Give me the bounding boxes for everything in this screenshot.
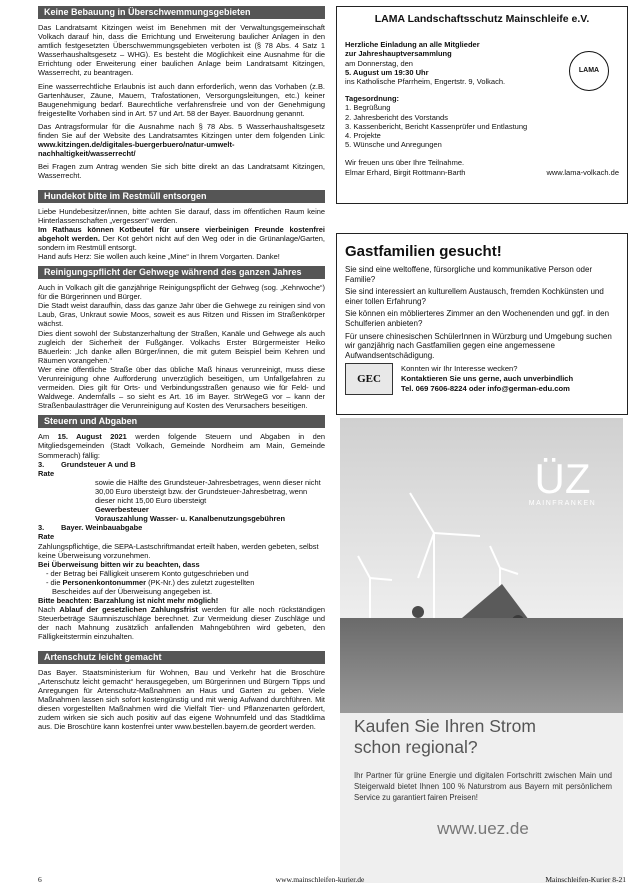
field-background	[340, 618, 623, 713]
text: Ablauf der gesetzlichen Zahlungsfrist	[59, 605, 198, 615]
rate-item: Bayer. Weinbauabgabe	[61, 523, 143, 533]
paragraph	[38, 207, 325, 262]
paragraph	[38, 432, 325, 459]
text: zur Jahreshauptversammlung	[345, 49, 452, 59]
rate-number: 3. Rate	[38, 459, 55, 478]
list-item	[38, 578, 325, 587]
rate-row	[38, 523, 325, 541]
text: Auch in Volkach gilt die ganzjährige Reinigungspflicht der Gehweg (sog. „Kehrwoche“) für die Bürgerinnen und Bürger.	[38, 283, 325, 302]
gastfamilien-ad	[336, 233, 628, 415]
text: Kaufen Sie Ihren Strom	[354, 716, 536, 736]
uez-logo	[525, 455, 600, 507]
uez-ad	[340, 418, 623, 883]
text: am Donnerstag, den	[345, 58, 413, 68]
section-heading: Reinigungspflicht der Gehwege während des ganzen Jahres	[38, 266, 325, 279]
uez-subtitle: MAINFRANKEN	[528, 500, 597, 507]
closing: Wir freuen uns über Ihre Teilnahme.	[345, 158, 465, 168]
text: Personenkontonummer	[62, 577, 147, 587]
ad-headline	[354, 716, 612, 758]
logo-text: LAMA	[578, 67, 600, 75]
agenda-item: 3. Kassenbericht, Bericht Kassenprüfer und Entlastung	[345, 121, 528, 131]
agenda-item: 5. Wünsche und Anregungen	[345, 140, 442, 150]
gec-logo-icon	[345, 363, 393, 395]
text: werden für alle noch rückständigen Steuerbeträge Säumniszuschläge berechnet. Zur Vermeidung dieser Zuschläge und der nach Mahnung zusätzlich anfallenden Mahngebühren wird gebeten, den Fälligkeitstermin einzuhalten.	[38, 605, 325, 642]
ad-text	[354, 716, 612, 839]
rate-item: Grundsteuer A und B	[61, 459, 136, 469]
paragraph: Eine wasserrechtliche Erlaubnis ist auch dann erforderlich, wenn das Vorhaben (z.B. Gartenhäuser, Zäune, Mauern, Trafostationen, Versorgungsleitungen, etc.) keiner Baugenehmigung bedarf. Baurechtliche verfahrensfreie und von der Genehmigung freigestellte Vorhaben sind in Art. 57 und Art. 58 der Bayer. Bauordnung genannt.	[38, 81, 325, 118]
rate-row	[38, 460, 325, 478]
footer-issue: Mainschleifen-Kurier 8-21	[545, 875, 626, 884]
contact-block	[345, 363, 619, 395]
website-link[interactable]: www.uez.de	[437, 819, 529, 838]
date: 15. August 2021	[57, 432, 127, 442]
text: Im Rathaus können Kotbeutel für unsere vierbeinigen Freunde kostenfrei abgeholt werden.	[38, 224, 325, 243]
rate-item: Vorauszahlung Wasser- u. Kanalbenutzungsgebühren	[95, 514, 286, 524]
text: Liebe Hundebesitzer/innen, bitte achten Sie darauf, dass im öffentlichen Raum keine Hinterlassenschaften „vergessen“ werden.	[38, 206, 325, 225]
contact-text	[401, 364, 573, 394]
rate-description: sowie die Hälfte des Grundsteuer-Jahresbetrages, wenn dieser nicht 30,00 Euro übersteigt bzw. der Grundsteuer-Jahresbetrag, wenn dieser nicht 15,00 Euro übersteigt	[95, 477, 321, 506]
notice: Bitte beachten: Barzahlung ist nicht mehr möglich!	[38, 596, 219, 606]
section-heading: Hundekot bitte im Restmüll entsorgen	[38, 190, 325, 203]
signature-line	[345, 168, 619, 177]
text: Herzliche Einladung an alle Mitglieder	[345, 40, 480, 50]
lama-logo-icon	[569, 51, 609, 91]
paragraph: Zahlungspflichtige, die SEPA-Lastschriftmandat erteilt haben, werden gebeten, selbst keine Überweisung vorzunehmen.	[38, 541, 319, 560]
agenda-item: 2. Jahresbericht des Vorstands	[345, 112, 448, 122]
right-column	[336, 6, 628, 838]
paragraph	[38, 122, 325, 158]
text: - die	[46, 577, 63, 587]
rate-item: Gewerbesteuer	[95, 505, 149, 515]
text: Am	[38, 432, 58, 442]
text: Der Kot gehört nicht auf den Weg oder in die Grünanlage/Garten, sondern im Restmüll entsorgt.	[38, 233, 325, 252]
paragraph: Für unsere chinesischen SchülerInnen in Würzburg und Umgebung suchen wir ganzjährig nach Gastfamilien gegen eine angemessene Aufwandsentschädigung.	[345, 331, 612, 360]
list-item: Bescheides auf der Überweisung angegeben ist.	[52, 586, 213, 596]
location: ins Katholische Pfarrheim, Engertstr. 9, Volkach.	[345, 77, 506, 87]
paragraph: Das Bayer. Staatsministerium für Wohnen, Bau und Verkehr hat die Broschüre „Artenschutz leicht gemacht“ herausgegeben, um Bürgerinnen und Bürgern Tipps und Anregungen für Artenschutz-Maßnahmen an Haus und Garten zu geben. Viele Maßnahmen lassen sich sofort kostengünstig und mit wenig Aufwand durchführen. Mit diesen vorgestellten Maßnahmen wird die Vielfalt Tier- und Pflanzenarten gefördert, zudem wirken sie sich auch positiv auf das eigene Wohnumfeld und das Stadtklima aus. Die Broschüre kann kostenfrei unter www.bestellen.bayern.de geordert werden.	[38, 667, 325, 732]
text: Dies dient sowohl der Substanzerhaltung der Straßen, Kanäle und Gehwege als auch zugleich der Sicherheit der Fußgänger. Volkachs Erster Bürgermeister Heiko Bäuerlein: „Ich danke allen Bürger/innen, die mit gutem Beispiel beim Kehren und Räumen vorangehen.“	[38, 328, 325, 365]
website-link[interactable]: www.lama-volkach.de	[546, 167, 619, 177]
logo-text: GEC	[357, 372, 381, 385]
paragraph: Bei Überweisung bitten wir zu beachten, dass	[38, 559, 200, 569]
section-heading: Artenschutz leicht gemacht	[38, 651, 325, 664]
agenda-item: 4. Projekte	[345, 131, 381, 141]
rate-number: 3. Rate	[38, 523, 55, 542]
lama-ad	[336, 6, 628, 204]
text: werden folgende Steuern und Abgaben in den Mitgliedsgemeinden (Stadt Volkach, Gemeinde Nordheim am Main, Gemeinde Sommerach) fällig:	[38, 432, 325, 460]
agenda-title: Tagesordnung:	[345, 94, 400, 104]
footer-site: www.mainschleifen-kurier.de	[275, 875, 365, 884]
left-column	[38, 6, 325, 735]
paragraph	[38, 605, 325, 641]
paragraph: Sie sind eine weltoffene, fürsorgliche und kommunikative Person oder Familie?	[345, 265, 593, 284]
list-item: - der Betrag bei Fälligkeit unserem Konto gutgeschrieben und	[46, 568, 249, 578]
uez-brand: ÜZ	[534, 455, 591, 502]
text: 5. August um 19:30 Uhr	[345, 67, 429, 77]
ad-title: LAMA Landschaftsschutz Mainschleife e.V.	[374, 13, 590, 25]
page-number: 6	[38, 875, 42, 884]
text: Nach	[38, 605, 60, 615]
text: Kontaktieren Sie uns gerne, auch unverbindlich	[401, 374, 574, 384]
section-heading: Steuern und Abgaben	[38, 415, 325, 428]
ad-title: Gastfamilien gesucht!	[345, 243, 502, 260]
phone-email[interactable]: Tel. 069 7606-8224 oder info@german-edu.com	[401, 384, 570, 394]
names: Elmar Erhard, Birgit Rottmann-Barth	[345, 167, 466, 177]
text: Die Stadt weist daraufhin, dass das ganze Jahr über die Gehwege zu reinigen sind von Laub, Gras, Unkraut sowie Moos, soweit es aus Ritzen und Rissen im Straßenkörper wächst.	[38, 301, 325, 329]
text: Wer eine öffentliche Straße über das übliche Maß hinaus verunreinigt, muss diese Verunreinigung ohne Aufforderung unverzüglich beseitigen, um Unfallgefahren zu vermeiden. Dies gilt für Orts- und Verbindungsstraßen genauso wie für Feld- und Waldwege. Andernfalls – so sieht es Art. 16 im Bayer. StrWegeG vor – kann der Straßenbaulastträger die Verunreinigung auf Kosten des Verursachers beseitigen.	[38, 364, 325, 411]
paragraph: Sie sind interessiert an kulturellem Austausch, fremden Kochkünsten und einer tollen Erfahrung?	[345, 287, 604, 306]
section-heading: Keine Bebauung in Überschwemmungsgebieten	[38, 6, 325, 19]
paragraph: Das Landratsamt Kitzingen weist im Benehmen mit der Verwaltungsgemeinschaft Volkach darauf hin, dass die Errichtung und Erweiterung baulicher Anlagen in den amtlich festgesetzten Überschwemmungsgebieten verboten ist (§ 78 Abs. 4 Satz 1 Wasserhaushaltsgesetz – WHG). Es besteht die Möglichkeit eine Ausnahme für die Errichtung oder Erweiterung einer baulichen Anlage beim Landratsamt Kitzingen, Wasserrecht, zu beantragen.	[38, 23, 325, 78]
paragraph: Bei Fragen zum Antrag wenden Sie sich bitte direkt an das Landratsamt Kitzingen, Wasserrecht.	[38, 162, 325, 181]
text: schon regional?	[354, 737, 478, 757]
text: Das Antragsformular für die Ausnahme nach § 78 Abs. 5 Wasserhaushaltsgesetz finden Sie auf der Website des Landratsamtes Kitzingen unter dem folgenden Link:	[38, 121, 325, 141]
ad-body: Ihr Partner für grüne Energie und digitalen Fortschritt zwischen Main und Steigerwald bietet Ihnen 100 % Naturstrom aus Bayern mit persönlichem Service zu garantiert fairen Preisen!	[354, 771, 612, 802]
link[interactable]: www.kitzingen.de/digitales-buergerbuero/natur-umwelt-nachhaltigkeit/wasserrecht/	[38, 140, 235, 159]
text: Konnten wir Ihr Interesse wecken?	[401, 364, 518, 374]
text: (PK-Nr.) des zuletzt zugestellten	[146, 577, 255, 587]
paragraph: Sie können ein möblierteres Zimmer an den Wochenenden und ggf. in den Schulferien anbieten?	[345, 309, 610, 328]
paragraph	[38, 283, 325, 410]
agenda-item: 1. Begrüßung	[345, 103, 391, 113]
text: Hand aufs Herz: Sie wollen auch keine „Mine“ in Ihrem Vorgarten. Danke!	[38, 251, 280, 261]
